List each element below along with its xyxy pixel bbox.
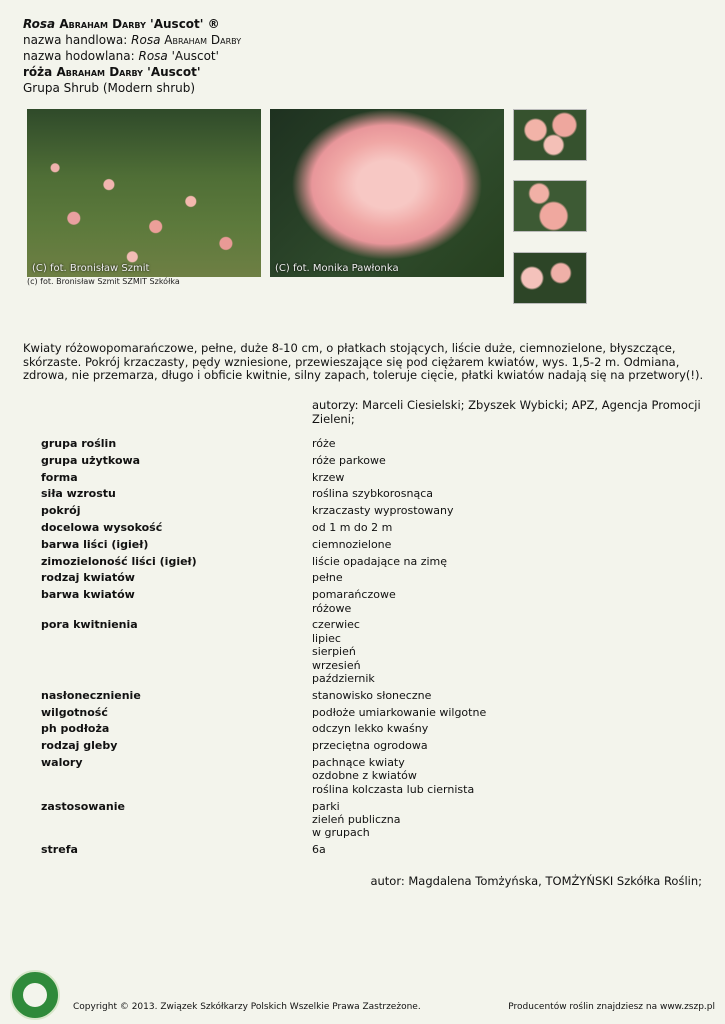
property-row	[41, 437, 701, 454]
plant-description: Kwiaty różowopomarańczowe, pełne, duże 8-10 cm, o płatkach stojących, liście duże, ciemnozielone, błyszczące, skórzaste. Pokrój krzaczasty, pędy wzniesione, przewieszające się pod ciężarem kwiatów, wys. 1,5-2 m. Odmiana, zdrowa, nie przemarza, długo i obficie kwitnie, silny zapach, toleruje cięcie, płatki kwiatów nadają się na przetwory(!).	[23, 341, 704, 382]
property-value: roślina szybkorosnąca	[312, 487, 434, 501]
property-value: krzew	[312, 470, 345, 484]
property-value: pomarańczowe	[312, 588, 396, 602]
photo-watermark: (C) fot. Monika Pawłonka	[275, 263, 399, 274]
property-value: ozdobne z kwiatów	[312, 769, 417, 783]
property-values	[312, 504, 701, 521]
authors-line: autorzy: Marceli Ciesielski; Zbyszek Wybicki; APZ, Agencja Promocji Zieleni;	[312, 398, 701, 426]
property-key: barwa kwiatów	[41, 588, 135, 602]
property-row	[41, 454, 701, 471]
tree-icon	[23, 983, 47, 1007]
property-key: forma	[41, 470, 78, 484]
property-row	[41, 504, 701, 521]
property-key: strefa	[41, 843, 78, 857]
property-value: róże	[312, 437, 336, 450]
properties-table	[41, 437, 701, 860]
property-value: wrzesień	[312, 658, 361, 672]
property-row	[41, 722, 701, 739]
property-key: grupa użytkowa	[41, 453, 141, 467]
plant-header	[23, 16, 241, 96]
property-values	[312, 843, 701, 860]
property-value: 6a	[312, 843, 326, 857]
property-value: ciemnozielone	[312, 537, 392, 551]
property-value: sierpień	[312, 645, 356, 659]
plant-group: Grupa Shrub (Modern shrub)	[23, 81, 196, 95]
property-key: zastosowanie	[41, 799, 125, 813]
property-values	[312, 471, 701, 488]
property-row	[41, 739, 701, 756]
property-row	[41, 571, 701, 588]
property-value: czerwiec	[312, 618, 360, 632]
property-key: rodzaj kwiatów	[41, 571, 135, 585]
property-key: siła wzrostu	[41, 487, 116, 501]
property-row	[41, 800, 701, 844]
property-value: lipiec	[312, 631, 341, 645]
property-value: parki	[312, 799, 340, 813]
property-values	[312, 689, 701, 706]
property-key: docelowa wysokość	[41, 520, 163, 534]
property-key: walory	[41, 755, 83, 769]
polish-name: róża Abraham Darby 'Auscot'	[23, 65, 201, 79]
property-values	[312, 618, 701, 688]
property-value: zieleń publiczna	[312, 813, 401, 826]
photo-credit: (c) fot. Bronisław Szmit SZMIT Szkółka	[27, 277, 180, 286]
property-value: róże parkowe	[312, 453, 386, 467]
property-value: październik	[312, 672, 375, 685]
property-values	[312, 706, 701, 723]
property-value: pachnące kwiaty	[312, 755, 405, 769]
property-key: grupa roślin	[41, 437, 117, 450]
property-key: pora kwitnienia	[41, 618, 138, 632]
property-values	[312, 521, 701, 538]
property-value: liście opadające na zimę	[312, 554, 448, 568]
property-key: nasłonecznienie	[41, 688, 141, 702]
property-row	[41, 618, 701, 688]
property-values	[312, 722, 701, 739]
association-logo[interactable]	[10, 970, 60, 1020]
property-row	[41, 538, 701, 555]
property-value: w grupach	[312, 826, 370, 840]
property-values	[312, 555, 701, 572]
property-key: ph podłoża	[41, 722, 110, 736]
plant-title: Rosa Abraham Darby 'Auscot' ®	[23, 17, 220, 31]
trade-name: nazwa handlowa: Rosa Abraham Darby	[23, 33, 242, 47]
property-values	[312, 588, 701, 618]
author-line: autor: Magdalena Tomżyńska, TOMŻYŃSKI Szkółka Roślin;	[370, 874, 702, 888]
property-row	[41, 756, 701, 800]
copyright: Copyright © 2013. Związek Szkółkarzy Polskich Wszelkie Prawa Zastrzeżone.	[73, 1002, 421, 1012]
property-value: roślina kolczasta lub ciernista	[312, 782, 475, 796]
thumbnail-2[interactable]	[513, 180, 587, 232]
property-value: podłoże umiarkowanie wilgotne	[312, 705, 487, 719]
property-value: odczyn lekko kwaśny	[312, 722, 429, 736]
property-key: pokrój	[41, 504, 81, 518]
property-value: od 1 m do 2 m	[312, 520, 393, 534]
property-row	[41, 555, 701, 572]
property-row	[41, 843, 701, 860]
thumbnail-3[interactable]	[513, 252, 587, 304]
property-key: rodzaj gleby	[41, 739, 118, 753]
property-row	[41, 706, 701, 723]
property-values	[312, 487, 701, 504]
property-value: pełne	[312, 571, 343, 585]
property-row	[41, 588, 701, 618]
producers-link[interactable]: Producentów roślin znajdziesz na www.zszp.pl	[508, 1002, 715, 1012]
property-key: wilgotność	[41, 705, 108, 719]
property-values	[312, 739, 701, 756]
thumbnail-1[interactable]	[513, 109, 587, 161]
property-values	[312, 756, 701, 800]
property-key: barwa liści (igieł)	[41, 537, 149, 551]
property-row	[41, 471, 701, 488]
photo-watermark: (C) fot. Bronisław Szmit	[32, 263, 150, 274]
property-key: zimozieloność liści (igieł)	[41, 554, 197, 568]
rose-bush-photo[interactable]	[27, 109, 261, 277]
property-value: różowe	[312, 601, 352, 615]
property-values	[312, 437, 701, 454]
property-values	[312, 538, 701, 555]
property-row	[41, 487, 701, 504]
property-value: krzaczasty wyprostowany	[312, 504, 454, 518]
rose-flower-photo[interactable]	[270, 109, 504, 277]
property-row	[41, 521, 701, 538]
property-values	[312, 571, 701, 588]
property-values	[312, 454, 701, 471]
property-row	[41, 689, 701, 706]
property-value: przeciętna ogrodowa	[312, 739, 428, 753]
property-values	[312, 800, 701, 844]
property-value: stanowisko słoneczne	[312, 688, 432, 702]
breeder-name: nazwa hodowlana: Rosa 'Auscot'	[23, 49, 219, 63]
